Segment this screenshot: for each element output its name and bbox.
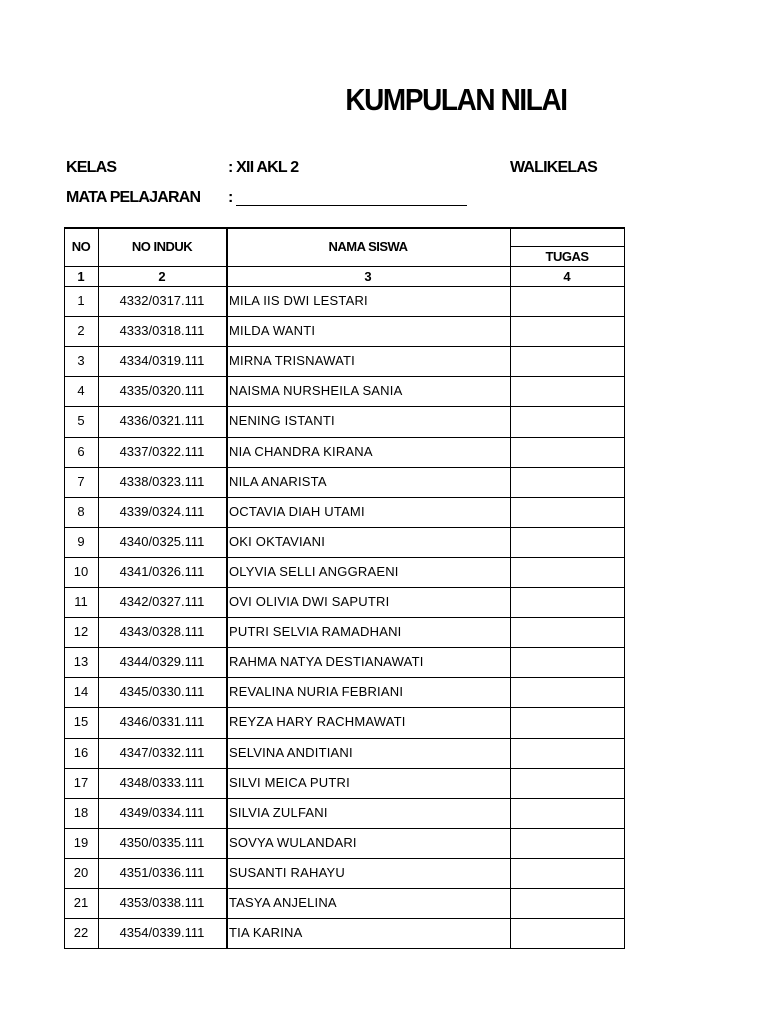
table-row (0, 707, 768, 737)
row-nama-siswa: MILA IIS DWI LESTARI (229, 293, 368, 308)
row-no: 12 (73, 624, 89, 639)
table-row (0, 346, 768, 376)
table-row (0, 768, 768, 798)
row-tugas-cell (510, 316, 624, 346)
row-nama-siswa: MILDA WANTI (229, 323, 316, 338)
row-no: 17 (73, 775, 89, 790)
row-tugas-cell (510, 406, 624, 436)
table-row (0, 467, 768, 497)
header-nama-siswa: NAMA SISWA (328, 239, 408, 254)
row-tugas-cell (510, 617, 624, 647)
row-tugas-cell (510, 467, 624, 497)
row-nama-siswa: RAHMA NATYA DESTIANAWATI (229, 654, 424, 669)
row-nama-siswa: SUSANTI RAHAYU (229, 865, 345, 880)
row-tugas-cell (510, 437, 624, 467)
tugas-header-divider (510, 246, 625, 247)
row-no-induk: 4338/0323.111 (119, 474, 205, 489)
row-no: 4 (77, 383, 85, 398)
row-tugas-cell (510, 677, 624, 707)
row-nama-siswa: REYZA HARY RACHMAWATI (229, 714, 406, 729)
row-no: 1 (77, 293, 85, 308)
row-no: 8 (77, 504, 85, 519)
row-tugas-cell (510, 798, 624, 828)
row-nama-siswa: NAISMA NURSHEILA SANIA (229, 383, 403, 398)
table-row (0, 497, 768, 527)
row-no: 19 (73, 835, 89, 850)
row-no: 7 (77, 474, 85, 489)
row-no-induk: 4347/0332.111 (119, 745, 205, 760)
row-divider (64, 948, 625, 949)
row-no: 6 (77, 444, 85, 459)
row-tugas-cell (510, 738, 624, 768)
row-tugas-cell (510, 557, 624, 587)
row-no-induk: 4350/0335.111 (119, 835, 205, 850)
row-tugas-cell (510, 888, 624, 918)
mapel-value: : (228, 189, 233, 206)
row-no: 21 (73, 895, 89, 910)
header-divider (64, 266, 625, 267)
row-nama-siswa: NILA ANARISTA (229, 474, 327, 489)
row-no: 14 (73, 684, 89, 699)
row-no: 13 (73, 654, 89, 669)
header-no: NO (71, 239, 91, 254)
row-tugas-cell (510, 918, 624, 948)
row-no-induk: 4339/0324.111 (119, 504, 205, 519)
row-nama-siswa: SILVI MEICA PUTRI (229, 775, 350, 790)
row-nama-siswa: NENING ISTANTI (229, 413, 335, 428)
row-no: 15 (73, 714, 89, 729)
row-nama-siswa: TASYA ANJELINA (229, 895, 337, 910)
row-no: 10 (73, 564, 89, 579)
table-row (0, 858, 768, 888)
row-no-induk: 4337/0322.111 (119, 444, 205, 459)
row-nama-siswa: OKI OKTAVIANI (229, 534, 326, 549)
row-no: 22 (73, 925, 89, 940)
column-number-2: 2 (158, 269, 166, 284)
table-row (0, 738, 768, 768)
row-tugas-cell (510, 858, 624, 888)
row-nama-siswa: SOVYA WULANDARI (229, 835, 357, 850)
mapel-label: MATA PELAJARAN (66, 189, 201, 206)
row-no-induk: 4340/0325.111 (119, 534, 205, 549)
row-no-induk: 4341/0326.111 (119, 564, 205, 579)
row-tugas-cell (510, 376, 624, 406)
row-no-induk: 4335/0320.111 (119, 383, 205, 398)
row-tugas-cell (510, 346, 624, 376)
row-tugas-cell (510, 647, 624, 677)
table-row (0, 557, 768, 587)
column-number-3: 3 (364, 269, 372, 284)
row-tugas-cell (510, 527, 624, 557)
row-tugas-cell (510, 768, 624, 798)
row-nama-siswa: OLYVIA SELLI ANGGRAENI (229, 564, 399, 579)
mapel-blank-line (236, 205, 467, 206)
table-row (0, 918, 768, 948)
row-no-induk: 4332/0317.111 (119, 293, 205, 308)
page-title: KUMPULAN NILAI (345, 82, 567, 117)
row-nama-siswa: OVI OLIVIA DWI SAPUTRI (229, 594, 390, 609)
row-no-induk: 4348/0333.111 (119, 775, 205, 790)
row-nama-siswa: NIA CHANDRA KIRANA (229, 444, 373, 459)
walikelas-label: WALIKELAS (510, 159, 598, 176)
row-no-induk: 4345/0330.111 (119, 684, 205, 699)
row-nama-siswa: REVALINA NURIA FEBRIANI (229, 684, 404, 699)
row-no: 2 (77, 323, 85, 338)
row-tugas-cell (510, 707, 624, 737)
kelas-label: KELAS (66, 159, 117, 176)
table-row (0, 798, 768, 828)
table-row (0, 587, 768, 617)
table-row (0, 406, 768, 436)
column-number-1: 1 (77, 269, 85, 284)
table-top-border (64, 227, 625, 229)
row-no-induk: 4353/0338.111 (119, 895, 205, 910)
column-number-4: 4 (563, 269, 571, 284)
table-row (0, 286, 768, 316)
row-tugas-cell (510, 587, 624, 617)
row-no-induk: 4354/0339.111 (119, 925, 205, 940)
table-row (0, 617, 768, 647)
row-nama-siswa: TIA KARINA (229, 925, 303, 940)
row-nama-siswa: SILVIA ZULFANI (229, 805, 328, 820)
row-tugas-cell (510, 497, 624, 527)
header-no-induk: NO INDUK (131, 239, 193, 254)
row-no: 16 (73, 745, 89, 760)
row-no: 5 (77, 413, 85, 428)
table-row (0, 316, 768, 346)
row-no: 20 (73, 865, 89, 880)
row-no-induk: 4333/0318.111 (119, 323, 205, 338)
row-no-induk: 4343/0328.111 (119, 624, 205, 639)
row-nama-siswa: OCTAVIA DIAH UTAMI (229, 504, 365, 519)
row-nama-siswa: SELVINA ANDITIANI (229, 745, 353, 760)
row-tugas-cell (510, 828, 624, 858)
row-no-induk: 4342/0327.111 (119, 594, 205, 609)
row-nama-siswa: MIRNA TRISNAWATI (229, 353, 355, 368)
row-no-induk: 4336/0321.111 (119, 413, 205, 428)
row-nama-siswa: PUTRI SELVIA RAMADHANI (229, 624, 402, 639)
table-row (0, 376, 768, 406)
header-tugas: TUGAS (545, 249, 589, 264)
row-no: 11 (74, 594, 88, 609)
table-row (0, 677, 768, 707)
kelas-value: : XII AKL 2 (228, 159, 299, 176)
row-no-induk: 4346/0331.111 (119, 714, 205, 729)
row-no: 9 (77, 534, 85, 549)
table-row (0, 437, 768, 467)
row-tugas-cell (510, 286, 624, 316)
table-row (0, 527, 768, 557)
row-no-induk: 4344/0329.111 (119, 654, 205, 669)
row-no: 18 (73, 805, 89, 820)
table-row (0, 647, 768, 677)
table-row (0, 828, 768, 858)
row-no-induk: 4334/0319.111 (119, 353, 205, 368)
table-row (0, 888, 768, 918)
row-no-induk: 4351/0336.111 (119, 865, 205, 880)
row-no: 3 (77, 353, 85, 368)
row-no-induk: 4349/0334.111 (119, 805, 205, 820)
